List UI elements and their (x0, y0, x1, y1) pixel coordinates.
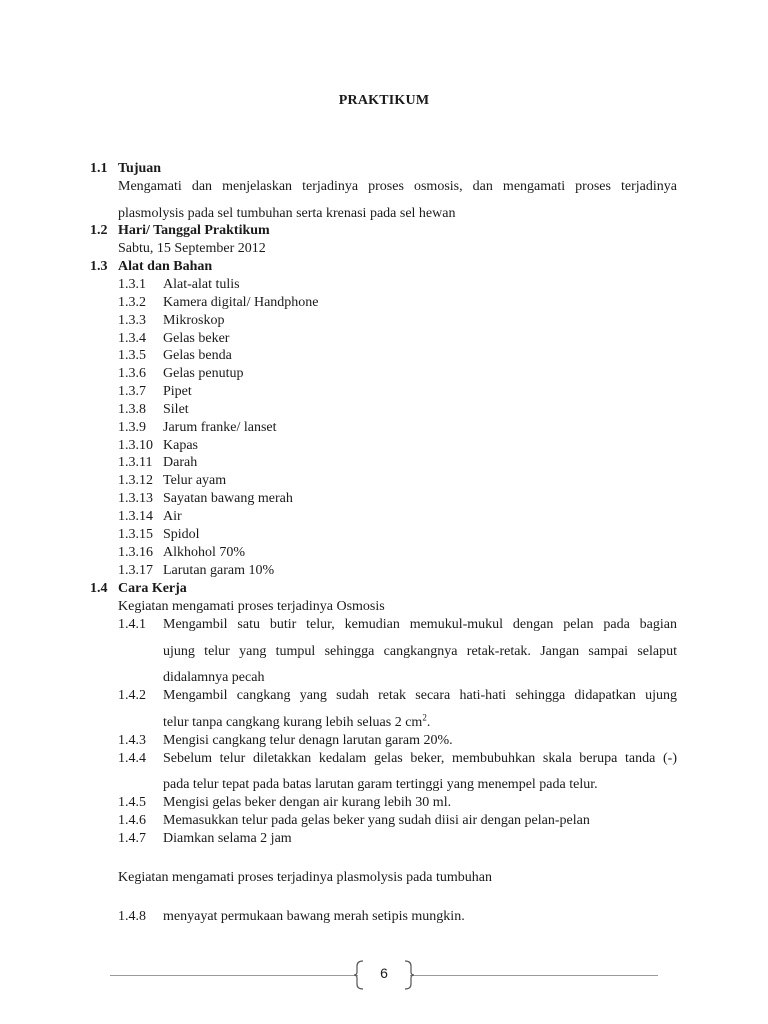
list-item-number: 1.3.13 (118, 491, 153, 506)
list-item: Larutan garam 10% (163, 563, 275, 578)
step-text: ujung telur yang tumpul sehingga cangkangnya retak-retak. Jangan sampai selaput (163, 644, 677, 659)
step-text: Mengisi cangkang telur denagn larutan garam 20%. (163, 733, 453, 748)
step-text: Mengambil satu butir telur, kemudian memukul-mukul dengan pelan pada bagian (163, 617, 677, 632)
list-item-number: 1.3.10 (118, 438, 153, 453)
step-number: 1.4.5 (118, 795, 146, 810)
list-item-number: 1.3.15 (118, 527, 153, 542)
step-number: 1.4.3 (118, 733, 146, 748)
list-item: Gelas beker (163, 331, 230, 346)
step-text-part: . (426, 715, 431, 730)
section-number: 1.2 (90, 223, 108, 238)
step-number: 1.4.4 (118, 751, 146, 766)
step-number: 1.4.8 (118, 909, 146, 924)
step-text-part: telur tanpa cangkang kurang lebih seluas 2 cm (163, 715, 423, 730)
tujuan-line-2: plasmolysis pada sel tumbuhan serta krenasi pada sel hewan (118, 206, 456, 221)
step-text: Memasukkan telur pada gelas beker yang sudah diisi air dengan pelan-pelan (163, 813, 590, 828)
footer-rule-right (410, 975, 658, 976)
list-item: Kapas (163, 438, 198, 453)
section-number: 1.3 (90, 259, 108, 274)
step-text: Diamkan selama 2 jam (163, 831, 292, 846)
page-title: PRAKTIKUM (338, 93, 430, 108)
section-number: 1.4 (90, 581, 108, 596)
list-item: Sayatan bawang merah (163, 491, 293, 506)
list-item: Kamera digital/ Handphone (163, 295, 319, 310)
superscript: 2 (422, 712, 427, 723)
step-text: Mengambil cangkang yang sudah retak secara hati-hati sehingga didapatkan ujung (163, 688, 677, 703)
list-item-number: 1.3.9 (118, 420, 146, 435)
step-text: didalamnya pecah (163, 670, 265, 685)
section-heading-tanggal: Hari/ Tanggal Praktikum (118, 223, 270, 238)
tujuan-line-1: Mengamati dan menjelaskan terjadinya proses osmosis, dan mengamati proses terjadinya (118, 179, 677, 194)
step-text: menyayat permukaan bawang merah setipis mungkin. (163, 909, 465, 924)
step-number: 1.4.2 (118, 688, 146, 703)
footer-rule-left (110, 975, 358, 976)
activity-intro-plasmolysis: Kegiatan mengamati proses terjadinya plasmolysis pada tumbuhan (118, 870, 493, 885)
list-item: Gelas benda (163, 348, 232, 363)
step-number: 1.4.7 (118, 831, 146, 846)
page-number: 6 (380, 965, 388, 981)
section-number: 1.1 (90, 161, 108, 176)
section-heading-alat: Alat dan Bahan (118, 259, 213, 274)
list-item: Darah (163, 455, 198, 470)
step-text: Mengisi gelas beker dengan air kurang lebih 30 ml. (163, 795, 452, 810)
list-item: Alkhohol 70% (163, 545, 246, 560)
list-item-number: 1.3.6 (118, 366, 146, 381)
list-item-number: 1.3.14 (118, 509, 153, 524)
practicum-date: Sabtu, 15 September 2012 (118, 241, 266, 256)
activity-intro-osmosis: Kegiatan mengamati proses terjadinya Osmosis (118, 599, 385, 614)
list-item-number: 1.3.1 (118, 277, 146, 292)
list-item-number: 1.3.11 (118, 455, 153, 470)
list-item-number: 1.3.16 (118, 545, 153, 560)
list-item-number: 1.3.2 (118, 295, 146, 310)
list-item-number: 1.3.17 (118, 563, 153, 578)
list-item-number: 1.3.5 (118, 348, 146, 363)
list-item: Telur ayam (163, 473, 227, 488)
list-item-number: 1.3.8 (118, 402, 146, 417)
list-item-number: 1.3.7 (118, 384, 146, 399)
list-item: Spidol (163, 527, 200, 542)
list-item-number: 1.3.4 (118, 331, 146, 346)
list-item-number: 1.3.12 (118, 473, 153, 488)
section-heading-cara-kerja: Cara Kerja (118, 581, 187, 596)
step-number: 1.4.6 (118, 813, 146, 828)
step-text: Sebelum telur diletakkan kedalam gelas beker, membubuhkan skala berupa tanda (-) (163, 751, 677, 766)
list-item: Alat-alat tulis (163, 277, 240, 292)
list-item: Air (163, 509, 182, 524)
step-text (163, 714, 430, 732)
step-text: pada telur tepat pada batas larutan garam tertinggi yang menempel pada telur. (163, 777, 598, 792)
step-number: 1.4.1 (118, 617, 146, 632)
list-item-number: 1.3.3 (118, 313, 146, 328)
section-heading-tujuan: Tujuan (118, 161, 162, 176)
list-item: Mikroskop (163, 313, 225, 328)
list-item: Pipet (163, 384, 192, 399)
list-item: Jarum franke/ lanset (163, 420, 277, 435)
list-item: Gelas penutup (163, 366, 244, 381)
list-item: Silet (163, 402, 189, 417)
